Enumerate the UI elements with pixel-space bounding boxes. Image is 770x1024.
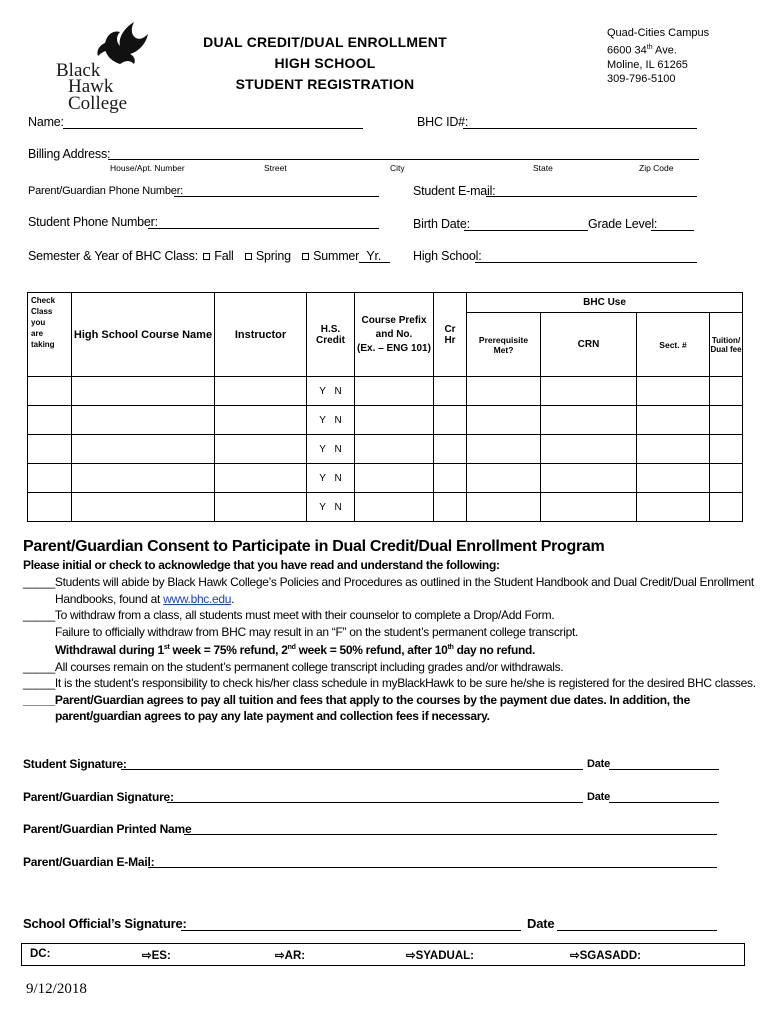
student-date-input[interactable] xyxy=(609,769,719,770)
consent-item-payment-cont: parent/guardian agrees to pay any late payment and collection fees if necessary. xyxy=(55,709,490,723)
addr-city-caption: City xyxy=(390,163,405,173)
section-cell xyxy=(637,435,710,464)
form-revision-date: 9/12/2018 xyxy=(26,981,87,997)
title-line-2: HIGH SCHOOL xyxy=(274,55,376,71)
yr-label: Yr. xyxy=(366,249,382,263)
instructor-cell[interactable] xyxy=(215,493,307,522)
tuition-cell xyxy=(710,464,743,493)
table-row xyxy=(28,406,743,435)
billing-address-label: Billing Address: xyxy=(28,147,111,161)
addr-state-caption: State xyxy=(533,163,553,173)
hs-credit-yn[interactable]: Y N xyxy=(307,406,355,435)
table-row xyxy=(28,464,743,493)
parent-printed-name-label: Parent/Guardian Printed Name xyxy=(23,822,192,836)
crn-header: CRN xyxy=(541,313,637,377)
prerequisite-cell xyxy=(467,493,541,522)
official-signature-input[interactable] xyxy=(181,930,521,931)
campus-street: 6600 34th Ave. xyxy=(607,43,677,57)
crn-cell xyxy=(541,493,637,522)
fall-checkbox[interactable] xyxy=(203,253,210,260)
form-title xyxy=(190,32,460,95)
consent-item-withdraw[interactable]: _____To withdraw from a class, all students must meet with their counselor to complete a Drop/Add Form. xyxy=(23,608,555,622)
course-name-cell[interactable] xyxy=(72,406,215,435)
cr-hr-cell[interactable] xyxy=(434,406,467,435)
parent-phone-input[interactable] xyxy=(174,196,379,197)
crn-cell xyxy=(541,464,637,493)
course-name-cell[interactable] xyxy=(72,435,215,464)
arrow-right-icon: ⇨ xyxy=(142,950,152,962)
course-name-cell[interactable] xyxy=(72,377,215,406)
bhc-id-label: BHC ID#: xyxy=(417,115,469,129)
billing-address-input[interactable] xyxy=(108,159,699,160)
grade-level-input[interactable] xyxy=(651,230,694,231)
refund-policy: Withdrawal during 1st week = 75% refund, 2nd week = 50% refund, after 10th day no refund. xyxy=(55,643,536,657)
student-phone-label: Student Phone Number: xyxy=(28,215,158,229)
section-header: Sect. # xyxy=(637,313,710,377)
instructor-cell[interactable] xyxy=(215,464,307,493)
official-signature-label: School Official’s Signature: xyxy=(23,916,187,931)
semester-label: Semester & Year of BHC Class: xyxy=(28,249,198,263)
check-cell[interactable] xyxy=(28,464,72,493)
table-row xyxy=(28,493,743,522)
tuition-header: Tuition/ Dual fee xyxy=(710,313,743,377)
hs-credit-yn[interactable]: Y N xyxy=(307,493,355,522)
crn-cell xyxy=(541,406,637,435)
course-name-header: High School Course Name xyxy=(72,293,215,377)
grade-level-label: Grade Level: xyxy=(588,217,658,231)
section-cell xyxy=(637,377,710,406)
college-logo xyxy=(52,20,172,114)
student-date-label: Date xyxy=(587,758,611,770)
course-table xyxy=(27,292,743,522)
syadual-field[interactable]: ⇨SYADUAL: xyxy=(406,950,474,962)
parent-printed-name-input[interactable] xyxy=(184,834,717,835)
summer-checkbox[interactable] xyxy=(302,253,309,260)
tuition-cell xyxy=(710,435,743,464)
section-cell xyxy=(637,493,710,522)
spring-checkbox[interactable] xyxy=(245,253,252,260)
bhc-website-link[interactable]: www.bhc.edu xyxy=(163,591,232,606)
section-cell xyxy=(637,464,710,493)
cr-hr-cell[interactable] xyxy=(434,464,467,493)
course-prefix-cell[interactable] xyxy=(355,464,434,493)
check-cell[interactable] xyxy=(28,377,72,406)
consent-item-payment[interactable]: _____Parent/Guardian agrees to pay all tuition and fees that apply to the courses by the payment due dates. In addition, the xyxy=(23,692,690,707)
parent-signature-input[interactable] xyxy=(167,802,583,803)
parent-phone-label: Parent/Guardian Phone Number: xyxy=(28,185,184,197)
hs-credit-yn[interactable]: Y N xyxy=(307,464,355,493)
tuition-cell xyxy=(710,406,743,435)
ar-field[interactable]: ⇨AR: xyxy=(275,950,306,962)
addr-house-caption: House/Apt. Number xyxy=(110,163,185,173)
consent-item-schedule[interactable]: _____It is the student’s responsibility to check his/her class schedule in myBlackHawk to be sure he/she is registered for the desired BHC classes. xyxy=(23,676,756,690)
course-prefix-cell[interactable] xyxy=(355,406,434,435)
bhc-id-input[interactable] xyxy=(463,128,697,129)
check-cell[interactable] xyxy=(28,435,72,464)
prerequisite-cell xyxy=(467,406,541,435)
es-field[interactable]: ⇨ES: xyxy=(142,950,171,962)
birth-date-label: Birth Date: xyxy=(413,217,470,231)
instructor-cell[interactable] xyxy=(215,406,307,435)
consent-item-transcript[interactable]: _____All courses remain on the student’s permanent college transcript including grades and/or withdrawals. xyxy=(23,659,564,674)
arrow-right-icon: ⇨ xyxy=(406,950,416,962)
crn-cell xyxy=(541,435,637,464)
cr-hr-cell[interactable] xyxy=(434,377,467,406)
cr-hr-cell[interactable] xyxy=(434,493,467,522)
section-cell xyxy=(637,406,710,435)
check-cell[interactable] xyxy=(28,406,72,435)
sgasadd-field[interactable]: ⇨SGASADD: xyxy=(570,950,641,962)
crn-cell xyxy=(541,377,637,406)
hs-credit-yn[interactable]: Y N xyxy=(307,377,355,406)
tuition-cell xyxy=(710,377,743,406)
parent-date-input[interactable] xyxy=(609,802,719,803)
consent-item-policies[interactable]: _____Students will abide by Black Hawk College’s Policies and Procedures as outlined in the Student Handbook and Dual Credit/Dual Enrollment xyxy=(23,575,754,589)
consent-items xyxy=(23,574,756,725)
table-row xyxy=(28,377,743,406)
consent-item-withdraw-note: Failure to officially withdraw from BHC may result in an “F” on the student’s permanent college transcript. xyxy=(55,624,579,639)
campus-phone: 309-796-5100 xyxy=(607,73,676,86)
arrow-right-icon: ⇨ xyxy=(275,950,285,962)
course-name-cell[interactable] xyxy=(72,464,215,493)
name-input[interactable] xyxy=(63,128,363,129)
tuition-cell xyxy=(710,493,743,522)
campus-name: Quad-Cities Campus xyxy=(607,27,710,39)
student-email-label: Student E-mail: xyxy=(413,184,496,198)
year-input[interactable] xyxy=(359,262,390,263)
hs-credit-header: H.S. Credit xyxy=(307,293,355,377)
addr-zip-caption: Zip Code xyxy=(639,163,674,173)
high-school-label: High School: xyxy=(413,249,482,263)
fall-label: Fall xyxy=(214,249,234,263)
prerequisite-cell xyxy=(467,435,541,464)
summer-label: Summer xyxy=(313,249,360,263)
student-signature-label: Student Signature: xyxy=(23,757,127,771)
instructor-cell[interactable] xyxy=(215,435,307,464)
hs-credit-yn[interactable]: Y N xyxy=(307,435,355,464)
course-name-cell[interactable] xyxy=(72,493,215,522)
official-date-input[interactable] xyxy=(557,930,717,931)
instructor-header: Instructor xyxy=(215,293,307,377)
high-school-input[interactable] xyxy=(475,262,697,263)
addr-street-caption: Street xyxy=(264,163,287,173)
student-signature-input[interactable] xyxy=(121,769,583,770)
logo-text-line2: Hawk College xyxy=(68,76,128,114)
campus-address xyxy=(607,26,709,87)
birth-date-input[interactable] xyxy=(464,230,588,231)
prerequisite-header: Prerequisite Met? xyxy=(467,313,541,377)
check-class-header: Check Class you are taking xyxy=(28,293,72,377)
prerequisite-cell xyxy=(467,464,541,493)
table-header-row xyxy=(28,293,743,313)
arrow-right-icon: ⇨ xyxy=(570,950,580,962)
title-line-1: DUAL CREDIT/DUAL ENROLLMENT xyxy=(203,34,447,50)
course-prefix-cell[interactable] xyxy=(355,493,434,522)
cr-hr-cell[interactable] xyxy=(434,435,467,464)
consent-item-policies-cont: Handbooks, found at www.bhc.edu. xyxy=(55,591,235,606)
course-prefix-cell[interactable] xyxy=(355,377,434,406)
cr-hr-header: Cr Hr xyxy=(434,293,467,377)
semester-row xyxy=(28,249,381,263)
title-line-3: STUDENT REGISTRATION xyxy=(235,76,415,92)
table-row xyxy=(28,435,743,464)
parent-date-label: Date xyxy=(587,791,611,803)
parent-email-input[interactable] xyxy=(148,867,717,868)
consent-instruction: Please initial or check to acknowledge that you have read and understand the following: xyxy=(23,558,500,572)
dc-field[interactable]: DC: xyxy=(30,948,51,960)
spring-label: Spring xyxy=(255,249,291,263)
instructor-cell[interactable] xyxy=(215,377,307,406)
official-date-label: Date xyxy=(527,916,555,931)
course-prefix-header: Course Prefix and No. (Ex. – ENG 101) xyxy=(355,293,434,377)
parent-email-label: Parent/Guardian E-Mail: xyxy=(23,855,155,869)
student-phone-input[interactable] xyxy=(148,228,379,229)
consent-heading: Parent/Guardian Consent to Participate in Dual Credit/Dual Enrollment Program xyxy=(23,538,605,555)
bhc-use-header: BHC Use xyxy=(467,293,743,313)
parent-signature-label: Parent/Guardian Signature: xyxy=(23,790,174,804)
student-email-input[interactable] xyxy=(486,196,697,197)
logo-text-line1: Black xyxy=(56,60,101,81)
name-label: Name: xyxy=(28,115,64,129)
check-cell[interactable] xyxy=(28,493,72,522)
course-prefix-cell[interactable] xyxy=(355,435,434,464)
office-use-row xyxy=(21,943,745,966)
campus-city: Moline, IL 61265 xyxy=(607,58,688,71)
prerequisite-cell xyxy=(467,377,541,406)
